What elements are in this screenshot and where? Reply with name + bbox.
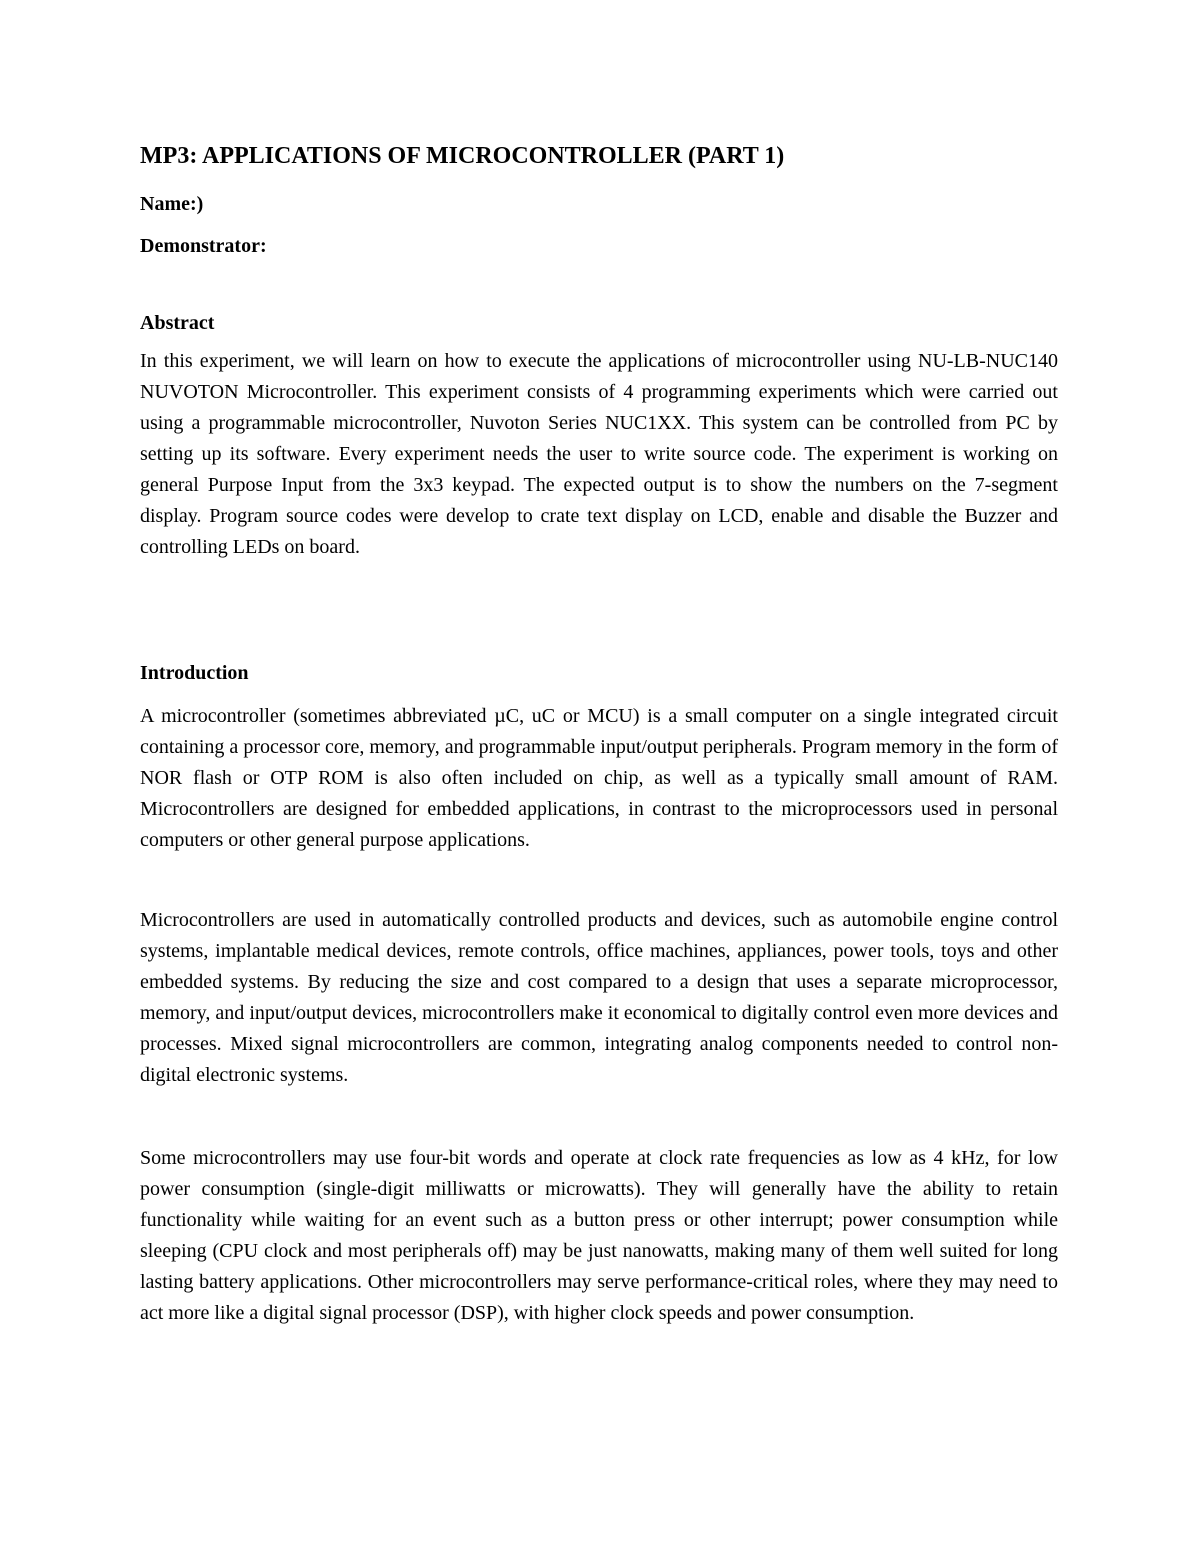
introduction-paragraph-2: Microcontrollers are used in automatically controlled products and devices, such as automobile engine control systems, implantable medical devices, remote controls, office machines, appliances, power tools, toys and other embedded systems. By reducing the size and cost compared to a design that uses a separate microprocessor, memory, and input/output devices, microcontrollers make it economical to digitally control even more devices and processes. Mixed signal microcontrollers are common, integrating analog components needed to control non-digital electronic systems. xyxy=(140,909,1058,1086)
introduction-paragraph-1: A microcontroller (sometimes abbreviated µC, uC or MCU) is a small computer on a single integrated circuit containing a processor core, memory, and programmable input/output peripherals. Program memory in the form of NOR flash or OTP ROM is also often included on chip, as well as a typically small amount of RAM. Microcontrollers are designed for embedded applications, in contrast to the microprocessors used in personal computers or other general purpose applications. xyxy=(140,705,1058,851)
name-label: Name:) xyxy=(140,193,204,215)
demonstrator-label: Demonstrator: xyxy=(140,235,267,257)
abstract-paragraph: In this experiment, we will learn on how to execute the applications of microcontroller using NU-LB-NUC140 NUVOTON Microcontroller. This experiment consists of 4 programming experiments which were carried out using a programmable microcontroller, Nuvoton Series NUC1XX. This system can be controlled from PC by setting up its software. Every experiment needs the user to write source code. The experiment is working on general Purpose Input from the 3x3 keypad. The expected output is to show the numbers on the 7-segment display. Program source codes were develop to crate text display on LCD, enable and disable the Buzzer and controlling LEDs on board. xyxy=(140,350,1058,558)
abstract-heading: Abstract xyxy=(140,312,215,334)
introduction-paragraph-3: Some microcontrollers may use four-bit words and operate at clock rate frequencies as low as 4 kHz, for low power consumption (single-digit milliwatts or microwatts). They will generally have the ability to retain functionality while waiting for an event such as a button press or other interrupt; power consumption while sleeping (CPU clock and most peripherals off) may be just nanowatts, making many of them well suited for long lasting battery applications. Other microcontrollers may serve performance-critical roles, where they may need to act more like a digital signal processor (DSP), with higher clock speeds and power consumption. xyxy=(140,1147,1058,1324)
introduction-heading: Introduction xyxy=(140,662,249,684)
document-title: MP3: APPLICATIONS OF MICROCONTROLLER (PART 1) xyxy=(140,143,785,169)
